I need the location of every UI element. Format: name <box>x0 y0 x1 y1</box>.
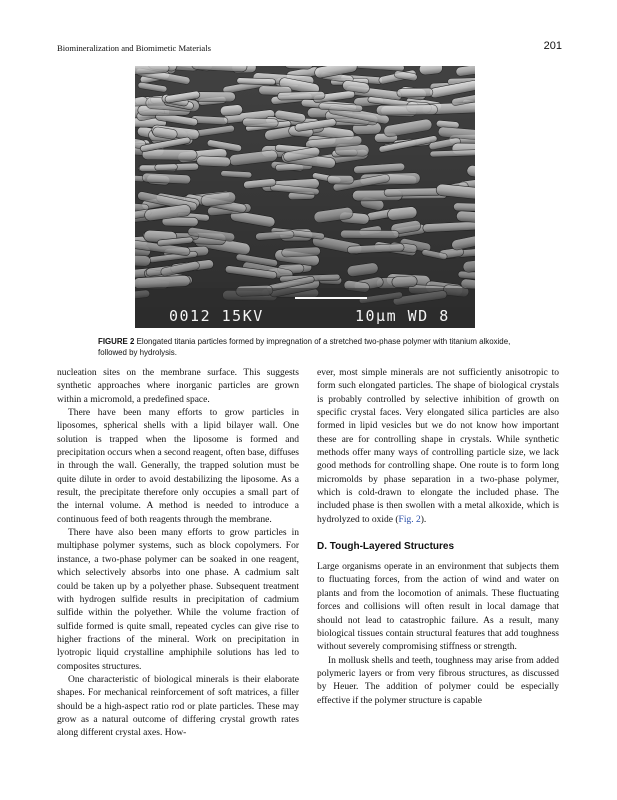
paragraph: There have also been many efforts to grow particles in multiphase polymer systems, such as block copolymers. For instance, a two-phase polymer can be soaked in one reagent, which selectively absorbs into one phase. A cadmium salt could be taken up by a polyether phase. Subsequent treatment with hydrogen sulfide results in precipitation of cadmium sulfide within the polyether. While the volume fraction of sulfide formed is quite small, repeated cycles can give rise to higher fractions of the mineral. Work on precipitation in lyotropic liquid crystalline amphiphile solutions has led to composites structures. <box>57 528 299 672</box>
sem-micrograph <box>135 66 475 328</box>
running-head <box>57 40 562 53</box>
running-title: Biomineralization and Biomimetic Materials <box>57 43 211 53</box>
micrograph-image <box>135 66 475 328</box>
left-column <box>57 367 299 741</box>
paragraph <box>317 367 559 527</box>
paragraph: One characteristic of biological minerals is their elaborate shapes. For mechanical reinforcement of soft matrices, a filler should be a high-aspect ratio rod or plate particles. These may grow as a natural outcome of differing crystal growth rates along different crystal axes. How- <box>57 674 299 739</box>
paragraph: There have been many efforts to grow particles in liposomes, spherical shells with a lipid bilayer wall. One solution is trapped when the liposome is formed and precipitation occurs when a second reagent, often base, diffuses in through the wall. Generally, the trapped solution must be quite dilute in order to avoid destabilizing the liposome. As a result, the precipitate therefore only occupies a small part of the internal volume. A method is needed to introduce a continuous feed of both reagents through the membrane. <box>57 408 299 525</box>
paragraph: Large organisms operate in an environment that subjects them to fluctuating forces, from the action of wind and water on plants and from the locomotion of animals. These fluctuating forces and collisions will often result in local damage that should not lead to catastrophic failure. As a result, many biological tissues contain structural features that add toughness without severely compromising stiffness or strength. <box>317 562 559 653</box>
figure-reference-link[interactable]: Fig. 2 <box>398 514 421 525</box>
page-number: 201 <box>543 40 562 52</box>
paragraph: In mollusk shells and teeth, toughness may arise from added polymeric layers or from very fibrous structures, as discussed by Heuer. The addition of polymer could be especially effective if the polymer structure is capable <box>317 655 559 706</box>
micrograph-label-right: 10µm WD 8 <box>355 307 450 325</box>
micrograph-label-left: 0012 15KV <box>169 307 264 325</box>
paragraph: nucleation sites on the membrane surface. This suggests synthetic approaches where inorganic particles are grown within a micromold, a predefined space. <box>57 368 299 405</box>
paragraph-text-end: ). <box>420 514 427 525</box>
right-column <box>317 367 559 708</box>
figure-caption-text: Elongated titania particles formed by impregnation of a stretched two-phase polymer with titanium alkoxide, followed by hydrolysis. <box>98 337 511 357</box>
paragraph-text: ever, most simple minerals are not sufficiently anisotropic to form such elongated particles. The shape of biological crystals is probably controlled by selective inhibition of growth on specific crystal faces. Very elongated silica particles are also formed in lipid vesicles but we do not know how important these are for controlling shape in crystals. While synthetic methods offer many ways of controlling particle size, we lack good methods for controlling shape. One route is to form long micromolds by phase separation in a two-phase polymer, which is cold-drawn to elongate the included phase. The included phase is then swollen with a metal alkoxide, which is hydrolyzed to oxide ( <box>317 368 559 525</box>
section-heading: D. Tough-Layered Structures <box>317 541 455 553</box>
figure-caption-label: FIGURE 2 <box>98 337 135 346</box>
figure-caption <box>98 336 522 358</box>
